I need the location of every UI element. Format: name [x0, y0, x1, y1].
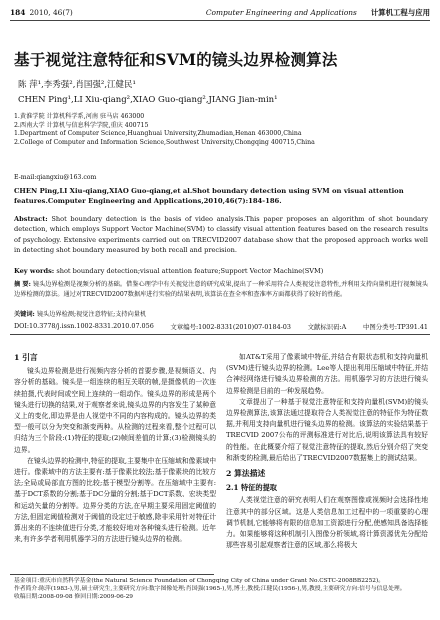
keywords-en-text: shot boundary detection;visual attention feature;Support Vector Machine(SVM) [56, 267, 324, 275]
abstract-en-label: Abstract: [14, 215, 48, 223]
keywords-en-label: Key words: [14, 267, 55, 275]
section-1-paragraph: 镜头边界检测是进行视频内容分析的首要步骤,是视频语义、内容分析的基础。镜头是一组连续的相互关联的帧,是摄像机的一次连续拍摄,代表时间或空间上连续的一组动作。镜头边界的形成是两个镜头进行切换的结果,对于观察者来说,镜头边界的内容发生了某种意义上的变化,即边界是由人视觉中不同的内容构成的。镜头边界的类型一般可以分为突变和渐变两种。从检测的过程来看,整个过程可以归结为三个阶段:(1)特征的提取;(2)帧间差值的计算;(3)检测镜头的边界。 [14, 367, 216, 454]
authors-en: CHEN Ping¹,LI Xiu-qiang²,XIAO Guo-qiang²,JIANG Jian-min¹ [18, 95, 278, 105]
page-number: 184 [10, 7, 26, 17]
keywords-cn [14, 310, 428, 320]
affiliation-2-en: 2.College of Computer and Information Science,Southwest University,Chongqing 400715,China [14, 138, 315, 146]
section-2-1-heading: 2.1 特征的提取 [226, 483, 277, 493]
article-number: 文章编号:1002-8331(2010)07-0184-03 [170, 323, 291, 331]
footnote-dates: 收稿日期:2008-09-08 修回日期:2009-06-29 [14, 594, 133, 601]
abstract-en-text: Shot boundary detection is the basis of video analysis.This paper proposes an algorithm of shot boundary detection, which employs Support Vector Machine(SVM) to classify visual attention features based on the research results of psychology. Extensive experiments carried out on TRECVID2007 database show that the proposed approach works well in detecting shot boundary measured by both recall and precision. [14, 215, 428, 255]
abstract-cn [14, 280, 428, 299]
article-meta [14, 322, 428, 331]
keywords-en [14, 266, 428, 276]
footnote-funding: 基金项目:重庆市自然科学基金(the Natural Science Foundation of Chongqing City of China under Grant No.CSTC-2008BB2252)。 [14, 578, 385, 584]
keywords-cn-label: 关键词: [14, 311, 35, 318]
footnote-divider [10, 574, 214, 575]
section-1-heading: 1 引言 [14, 353, 38, 362]
keywords-cn-text: 镜头边界检测;视觉注意特征;支持向量机 [36, 311, 147, 318]
footnotes [14, 577, 428, 602]
contact-email: E-mail:qiangxiu@163.com [14, 174, 97, 181]
section-2-1-paragraph: 人类视觉注意的研究表明人们在观察图像或视频时会选择性地注意其中的部分区域。这是人类信息加工过程中的一项重要的心理调节机制,它能够将有限的信息加工资源进行分配,使感知具备选择能力。如果能够将这种机制引入图像分析领域,将计算资源优先分配给那些容易引起观察者注意的区域,那么将极大 [226, 496, 428, 550]
affiliation-2-cn: 2.西南大学 计算机与信息科学学院,重庆 400715 [14, 121, 149, 129]
body-column-right [226, 352, 428, 551]
paper-title: 基于视觉注意特征和SVM的镜头边界检测算法 [14, 50, 338, 69]
intro-continued-paragraph: 文章提出了一种基于视觉注意特征和支持向量机(SVM)的镜头边界检测算法,该算法通过提取符合人类视觉注意的特征作为特征数据,并利用支持向量机进行镜头边界的检测。该算法的实验结果基于TRECVID 2007公布的评测标准进行对比后,说明该算法具有较好的性能。在此概要介绍了视觉注意特征的提取,然后分别介绍了突变和渐变的检测,最后给出了TRECVID2007数据集上的测试结果。 [226, 397, 428, 462]
intro-continued-paragraph: 如AT&T采用了像素域中特征,并结合有限状态机和支持向量机(SVM)进行镜头边界的检测。Lee等人提出利用压缩域中特征,并结合神经网络进行镜头边界检测的方法。用机器学习的方法进行镜头边界检测是目前的一种发展趋势。 [226, 353, 428, 395]
abstract-cn-label: 摘 要: [14, 281, 31, 288]
abstract-cn-text: 镜头边界检测是视频分析的基础。借鉴心理学中有关视觉注意的研究成果,提出了一种采用符合人类视觉注意特性,并利用支持向量机进行视频镜头边界检测的算法。通过对TRECVID2007数据库进行实验的结果表明,该算法在查全率和查准率方面都获得了较好的性能。 [14, 281, 429, 298]
affiliation-1-cn: 1.黄淮学院 计算机科学系,河南 驻马店 463000 [14, 113, 145, 120]
journal-name-cn: 计算机工程与应用 [370, 7, 430, 17]
footnote-author-bio: 作者简介:陈萍(1983-),男,硕士研究生,主要研究方向:数字图像处理;肖国强(1965-),男,博士,教授;江健民(1956-),男,教授,主要研究方向:信号与信息处理。 [14, 586, 406, 593]
citation-block: CHEN Ping,LI Xiu-qiang,XIAO Guo-qiang,et al.Shot boundary detection using SVM on visual attention features.Computer Engineering and Applications,2010,46(7):184-186. [14, 187, 404, 205]
clc-number: 中图分类号:TP391.41 [362, 323, 428, 331]
doi: DOI:10.3778/j.issn.1002-8331.2010.07.056 [14, 322, 154, 330]
section-1-paragraph: 在镜头边界的检测中,特征的提取,主要集中在压缩域和像素域中进行。像素域中的方法主要有:基于像素比较法;基于像素块的比较方法;全局或局部直方图的比较;基于模型分割等。在压缩域中主要有:基于DCT系数的分割;基于DC分量的分割;基于DCT系数、宏块类型和运动矢量的分割等。边界分类的方法,在早期主要采用固定阈值的方法,但固定阈值检测对于阈值的设定过于敏感,除非采用针对特征计算出来的不连续值进行分类,才能较好地对各种镜头进行检测。近年来,有许多学者利用机器学习的方法进行镜头边界的检测。 [14, 456, 216, 544]
document-code: 文献标识码:A [307, 323, 347, 331]
running-header [10, 4, 430, 21]
affiliation-1-en: 1.Department of Computer Science,Huanghuai University,Zhumadian,Henan 463000,China [14, 130, 302, 138]
body-column-left [14, 352, 216, 545]
volume-issue: 2010, 46(7) [29, 7, 73, 17]
section-2-heading: 2 算法描述 [226, 469, 266, 479]
affiliation-list [14, 113, 428, 147]
abstract-en [14, 214, 428, 256]
journal-name-en: Computer Engineering and Applications [205, 7, 357, 17]
authors-cn: 陈 萍¹,李秀强²,肖国强²,江健民¹ [18, 80, 136, 90]
meta-divider [10, 334, 430, 335]
